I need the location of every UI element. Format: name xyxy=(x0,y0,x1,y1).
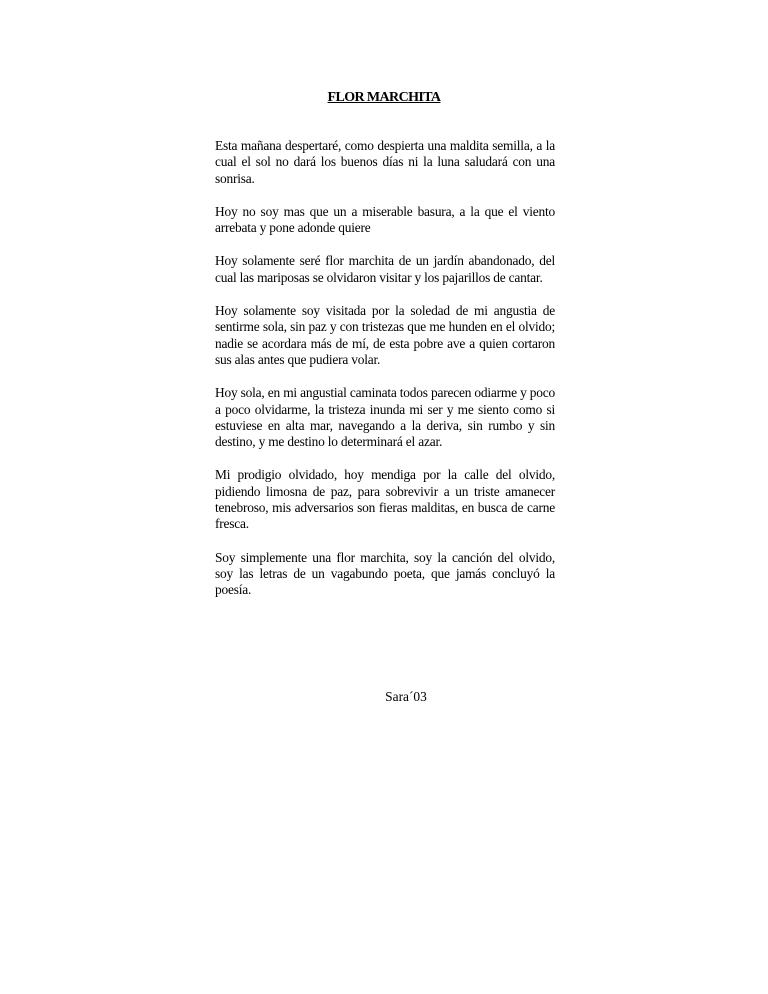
poem-paragraph-6: Mi prodigio olvidado, hoy mendiga por la calle del olvido, pidiendo limosna de paz, para sobrevivir a un triste amanecer tenebroso, mis adversarios son fieras malditas, en busca de carne fresca. xyxy=(215,467,555,532)
poem-paragraph-5: Hoy sola, en mi angustial caminata todos parecen odiarme y poco a poco olvidarme, la tristeza inunda mi ser y me siento como si estuviese en alta mar, navegando a la deriva, sin rumbo y sin destino, y me destino lo determinará el azar. xyxy=(215,385,555,450)
author-signature: Sara´03 xyxy=(385,689,427,704)
poem-paragraph-2: Hoy no soy mas que un a miserable basura, a la que el viento arrebata y pone adonde quiere xyxy=(215,203,555,236)
poem-body xyxy=(215,138,555,616)
poem-title: FLOR MARCHITA xyxy=(327,90,441,105)
poem-paragraph-3: Hoy solamente seré flor marchita de un jardín abandonado, del cual las mariposas se olvidaron visitar y los pajarillos de cantar. xyxy=(215,253,555,285)
poem-paragraph-4: Hoy solamente soy visitada por la soledad de mi angustia de sentirme sola, sin paz y con tristezas que me hunden en el olvido; nadie se acordara más de mí, de esta pobre ave a quien cortaron sus alas antes que pudiera volar. xyxy=(215,303,555,367)
poem-paragraph-1: Esta mañana despertaré, como despierta una maldita semilla, a la cual el sol no dará los buenos días ni la luna saludará con una sonrisa. xyxy=(215,138,555,186)
poem-paragraph-7: Soy simplemente una flor marchita, soy la canción del olvido, soy las letras de un vagabundo poeta, que jamás concluyó la poesía. xyxy=(215,549,555,598)
